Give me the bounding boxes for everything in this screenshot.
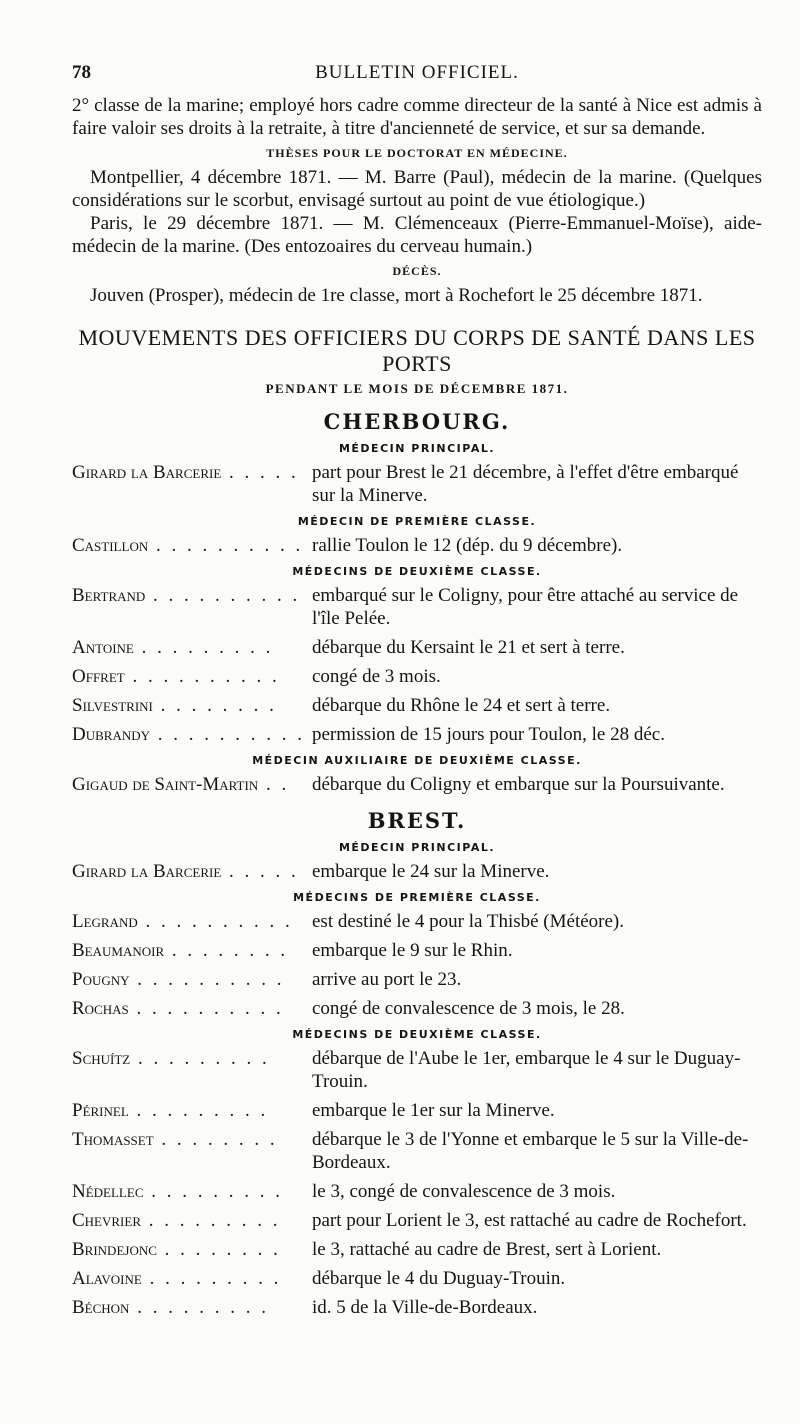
officer-name <box>72 534 312 557</box>
leader-dots: . . . . . . . . . <box>143 1181 283 1202</box>
officer-name-text: Thomasset <box>72 1129 154 1150</box>
leader-dots: . . . . . . . . . . <box>137 911 293 932</box>
page-header <box>72 56 762 94</box>
movement-text: congé de 3 mois. <box>312 666 441 687</box>
leader-dots: . . . . . . . . <box>156 1239 281 1260</box>
officer-entry <box>72 694 762 717</box>
officer-entry <box>72 773 762 796</box>
movement-text: part pour Lorient le 3, est rattaché au cadre de Rochefort. <box>312 1210 747 1231</box>
page-number: 78 <box>72 62 91 83</box>
movement-text: permission de 15 jours pour Toulon, le 28 déc. <box>312 724 665 745</box>
movement-text: embarque le 9 sur le Rhin. <box>312 940 513 961</box>
leader-dots: . . . . . . . . . <box>128 1100 269 1121</box>
movements-title: MOUVEMENTS DES OFFICIERS DU CORPS DE SANTÉ DANS LES PORTS <box>78 325 756 376</box>
ports-container <box>72 409 762 1319</box>
movement-text: part pour Brest le 21 décembre, à l'effet d'être embarqué sur la Minerve. <box>312 462 739 506</box>
officer-name <box>72 997 312 1020</box>
officer-name-text: Périnel <box>72 1100 129 1121</box>
officer-entry <box>72 584 762 630</box>
officer-name <box>72 860 312 883</box>
port-heading: BREST. <box>367 808 467 833</box>
movement-text: débarque de l'Aube le 1er, embarque le 4 sur le Duguay-Trouin. <box>312 1048 741 1092</box>
movement-text: embarque le 1er sur la Minerve. <box>312 1100 555 1121</box>
deces-text: Jouven (Prosper), médecin de 1re classe, mort à Rochefort le 25 décembre 1871. <box>90 285 703 306</box>
officer-name-text: Gigaud de Saint-Martin <box>72 774 259 795</box>
officer-name-text: Chevrier <box>72 1210 142 1231</box>
officer-name-text: Brindejonc <box>72 1239 157 1260</box>
rank-heading: MÉDECINS DE PREMIÈRE CLASSE. <box>293 891 541 904</box>
movement-text: id. 5 de la Ville-de-Bordeaux. <box>312 1297 538 1318</box>
officer-entry <box>72 1209 762 1232</box>
leader-dots: . . . . . . . . . . <box>148 535 304 556</box>
officer-name <box>72 1128 312 1174</box>
rank-heading: MÉDECINS DE DEUXIÈME CLASSE. <box>292 565 542 578</box>
leader-dots: . . . . . . . . . . <box>150 724 306 745</box>
officer-name <box>72 665 312 688</box>
movement-text: débarque le 4 du Duguay-Trouin. <box>312 1268 566 1289</box>
officer-name <box>72 968 312 991</box>
these-item: Paris, le 29 décembre 1871. — M. Clémenceaux (Pierre-Emmanuel-Moïse), aide-médecin de la marine. (Des entozoaires du cerveau humain.) <box>72 213 762 257</box>
leader-dots: . . . . . . . . . . <box>124 666 280 687</box>
officer-name <box>72 1238 312 1261</box>
leader-dots: . . . . . . . . . <box>141 1268 282 1289</box>
movements-subtitle: PENDANT LE MOIS DE DÉCEMBRE 1871. <box>265 381 569 396</box>
officer-name <box>72 773 312 796</box>
movement-text: le 3, rattaché au cadre de Brest, sert à Lorient. <box>312 1239 662 1260</box>
leader-dots: . . <box>258 774 290 795</box>
rank-heading: MÉDECIN DE PREMIÈRE CLASSE. <box>297 515 537 528</box>
leader-dots: . . . . . . . . . <box>129 1297 269 1318</box>
rank-heading: MÉDECIN AUXILIAIRE DE DEUXIÈME CLASSE. <box>252 754 582 767</box>
movement-text: embarque le 24 sur la Minerve. <box>312 861 550 882</box>
officer-name <box>72 939 312 962</box>
leader-dots: . . . . . . . . <box>164 940 289 961</box>
officer-entry <box>72 665 762 688</box>
deces-heading: DÉCÈS. <box>392 264 442 278</box>
officer-name-text: Offret <box>72 666 125 687</box>
officer-name-text: Silvestrini <box>72 695 153 716</box>
officer-name-text: Dubrandy <box>72 724 151 745</box>
leader-dots: . . . . . . . . . . <box>145 585 301 606</box>
officer-name <box>72 1209 312 1232</box>
officer-entry <box>72 997 762 1020</box>
movement-text: rallie Toulon le 12 (dép. du 9 décembre). <box>312 535 623 556</box>
officer-entry <box>72 1296 762 1319</box>
officer-entry <box>72 1047 762 1093</box>
intro-paragraph: 2° classe de la marine; employé hors cadre comme directeur de la santé à Nice est admis à faire valoir ses droits à la retraite, à titre d'ancienneté de service, et sur sa demande. <box>72 95 762 139</box>
port-heading: CHERBOURG. <box>323 409 511 434</box>
officer-entry <box>72 1238 762 1261</box>
officer-name-text: Beaumanoir <box>72 940 165 961</box>
movement-text: débarque du Coligny et embarque sur la Poursuivante. <box>312 774 725 795</box>
officer-entry <box>72 939 762 962</box>
leader-dots: . . . . . . . . . . <box>128 998 284 1019</box>
officer-name <box>72 1099 312 1122</box>
leader-dots: . . . . . . . . . <box>141 1210 281 1231</box>
officer-name-text: Legrand <box>72 911 138 932</box>
officer-entry <box>72 636 762 659</box>
movement-text: embarqué sur le Coligny, pour être attaché au service de l'île Pelée. <box>312 585 739 629</box>
movement-text: débarque du Kersaint le 21 et sert à terre. <box>312 637 625 658</box>
leader-dots: . . . . . . . . . <box>133 637 274 658</box>
document-page <box>72 56 762 1325</box>
officer-name <box>72 910 312 933</box>
officer-name <box>72 694 312 717</box>
officer-entry <box>72 968 762 991</box>
officer-name-text: Antoine <box>72 637 134 658</box>
officer-name-text: Girard la Barcerie <box>72 462 222 483</box>
rank-heading: MÉDECIN PRINCIPAL. <box>338 442 496 455</box>
theses-heading: THÈSES POUR LE DOCTORAT EN MÉDECINE. <box>266 146 568 160</box>
running-title: BULLETIN OFFICIEL. <box>315 62 519 83</box>
leader-dots: . . . . . <box>221 462 299 483</box>
leader-dots: . . . . . . . . <box>152 695 277 716</box>
officer-name <box>72 636 312 659</box>
leader-dots: . . . . . . . . <box>153 1129 278 1150</box>
officer-name-text: Bertrand <box>72 585 146 606</box>
officer-name <box>72 584 312 630</box>
officer-name-text: Schuítz <box>72 1048 131 1069</box>
officer-entry <box>72 860 762 883</box>
movement-text: débarque du Rhône le 24 et sert à terre. <box>312 695 611 716</box>
movement-text: congé de convalescence de 3 mois, le 28. <box>312 998 625 1019</box>
movement-text: est destiné le 4 pour la Thisbé (Météore). <box>312 911 624 932</box>
rank-heading: MÉDECIN PRINCIPAL. <box>338 841 496 854</box>
leader-dots: . . . . . . . . . . <box>129 969 285 990</box>
movement-text: débarque le 3 de l'Yonne et embarque le 5 sur la Ville-de-Bordeaux. <box>312 1129 749 1173</box>
officer-entry <box>72 461 762 507</box>
these-item: Montpellier, 4 décembre 1871. — M. Barre (Paul), médecin de la marine. (Quelques considérations sur le scorbut, envisagé surtout au point de vue étiologique.) <box>72 167 762 211</box>
officer-entry <box>72 1267 762 1290</box>
officer-name <box>72 1296 312 1319</box>
officer-name-text: Castillon <box>72 535 149 556</box>
officer-name <box>72 1267 312 1290</box>
officer-name <box>72 1180 312 1203</box>
officer-name <box>72 723 312 746</box>
officer-entry <box>72 1180 762 1203</box>
officer-name-text: Alavoine <box>72 1268 142 1289</box>
officer-name-text: Girard la Barcerie <box>72 861 222 882</box>
leader-dots: . . . . . . . . . <box>130 1048 270 1069</box>
officer-entry <box>72 910 762 933</box>
rank-heading: MÉDECINS DE DEUXIÈME CLASSE. <box>292 1028 542 1041</box>
officer-name <box>72 461 312 507</box>
officer-name <box>72 1047 312 1093</box>
officer-name-text: Nédellec <box>72 1181 144 1202</box>
officer-name-text: Pougny <box>72 969 130 990</box>
movement-text: le 3, congé de convalescence de 3 mois. <box>312 1181 616 1202</box>
officer-entry <box>72 1099 762 1122</box>
movement-text: arrive au port le 23. <box>312 969 462 990</box>
officer-entry <box>72 723 762 746</box>
officer-entry <box>72 1128 762 1174</box>
officer-name-text: Béchon <box>72 1297 130 1318</box>
leader-dots: . . . . . <box>221 861 299 882</box>
officer-entry <box>72 534 762 557</box>
officer-name-text: Rochas <box>72 998 129 1019</box>
